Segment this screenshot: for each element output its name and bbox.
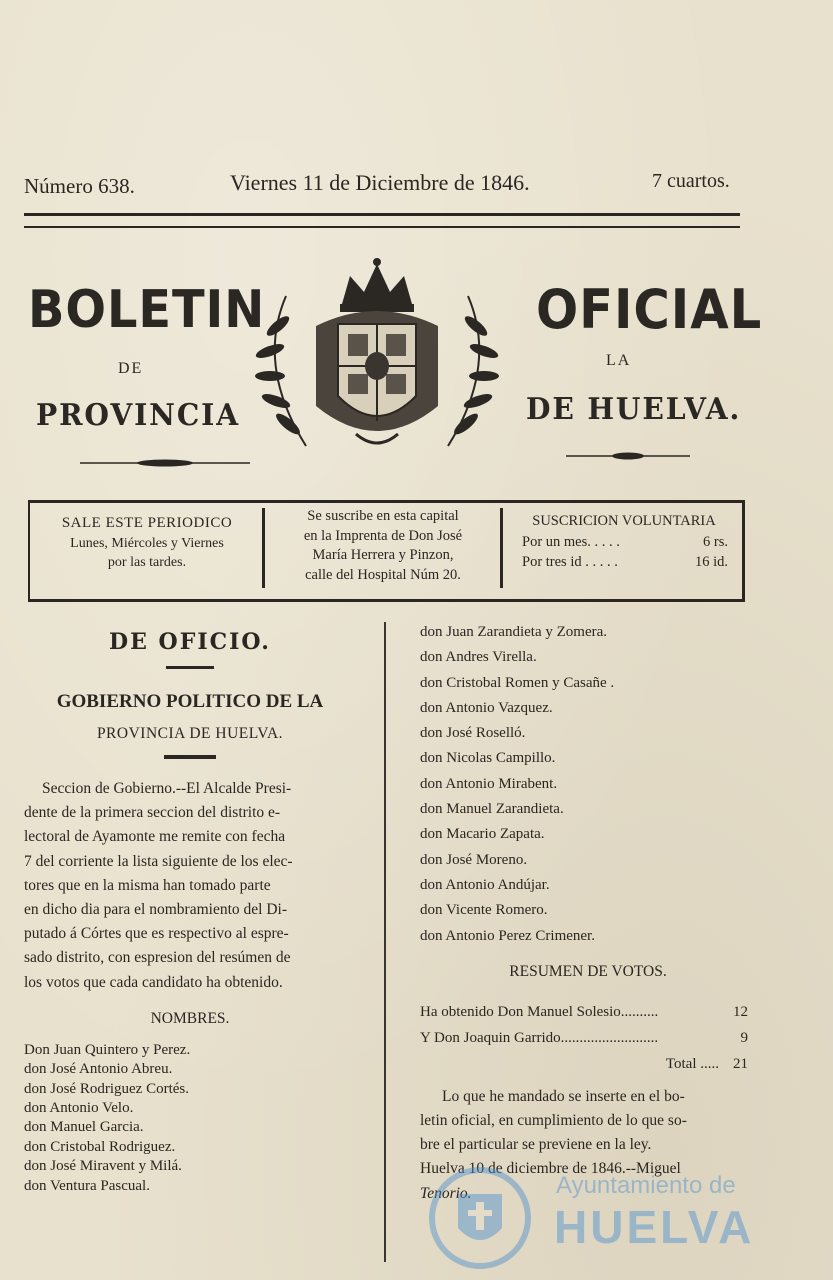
names-list [24, 1041, 356, 1196]
vote-candidate-1: Ha obtenido Don Manuel Solesio.......... [420, 1003, 659, 1020]
closing-line: Huelva 10 de diciembre de 1846.--Miguel [420, 1160, 681, 1178]
left-column [24, 620, 356, 1196]
masthead-la: LA [606, 352, 632, 369]
list-item: don Antonio Vazquez. [420, 699, 553, 716]
watermark-line1: Ayuntamiento de [556, 1172, 736, 1199]
rate-three-month-value: 16 id. [694, 554, 728, 570]
list-item: don Juan Zarandieta y Zomera. [420, 624, 608, 640]
box-left-title: SALE ESTE PERIODICO [61, 515, 233, 531]
votes-summary [420, 999, 756, 1077]
box-divider-1 [262, 508, 265, 588]
list-item: don Andres Virella. [420, 649, 537, 666]
rate-one-month-value: 6 rs. [703, 534, 728, 550]
list-item: don Antonio Mirabent. [420, 775, 558, 792]
list-item: don Vicente Romero. [420, 902, 548, 919]
intro-line: los votos que cada candidato ha obtenido. [24, 973, 283, 991]
flourish-right-icon [566, 449, 690, 463]
header-rule-top [24, 213, 740, 216]
flourish-left-icon [80, 456, 250, 470]
closing-line: Tenorio. [420, 1184, 472, 1202]
box-left-time: por las tardes. [107, 555, 187, 570]
gov-rule [164, 755, 216, 759]
masthead-provincia: PROVINCIA [36, 398, 240, 433]
intro-line: Seccion de Gobierno.--El Alcalde Presi- [42, 780, 292, 797]
list-item: don José Rodriguez Cortés. [24, 1080, 189, 1097]
box-mid-line2: en la Imprenta de Don José [303, 527, 463, 544]
list-item: don Macario Zapata. [420, 826, 545, 843]
intro-line: en dicho dia para el nombramiento del Di- [24, 901, 287, 919]
masthead-de: DE [118, 360, 144, 377]
vote-count-1: 12 [733, 1003, 748, 1020]
rate-one-month-label: Por un mes. . . . . [522, 534, 620, 550]
box-mid-line3: María Herrera y Pinzon, [312, 547, 454, 563]
vote-row [420, 999, 748, 1025]
vote-total-row [420, 1051, 748, 1077]
section-rule [166, 666, 214, 669]
box-left [36, 512, 258, 572]
list-item: don Manuel Garcia. [24, 1119, 144, 1136]
intro-paragraph [24, 777, 356, 995]
intro-line: tores que en la misma han tomado parte [24, 876, 271, 894]
gov-title: GOBIERNO POLITICO DE LA [56, 691, 324, 712]
watermark-line2: HUELVA [554, 1201, 755, 1253]
column-divider [384, 622, 386, 1262]
box-middle [268, 507, 498, 585]
box-right-title: SUSCRICION VOLUNTARIA [532, 513, 716, 529]
list-item: don Antonio Perez Crimener. [420, 927, 595, 944]
closing-line: bre el particular se previene en la ley. [420, 1136, 652, 1154]
list-item: don Cristobal Rodriguez. [24, 1138, 176, 1155]
right-column [420, 620, 756, 1206]
city-shield-icon [428, 1166, 532, 1270]
list-item: don José Roselló. [420, 725, 526, 742]
intro-line: dente de la primera seccion del distrito e- [24, 804, 281, 822]
vote-row [420, 1025, 748, 1051]
intro-line: sado distrito, con espresion del resúmen de [24, 949, 291, 967]
names-title: NOMBRES. [150, 1009, 230, 1027]
header-rule-bottom [24, 226, 740, 228]
coat-of-arms-icon [246, 256, 508, 468]
masthead-oficial: OFICIAL [536, 278, 763, 341]
archive-watermark [428, 1166, 758, 1276]
section-title: DE OFICIO. [109, 629, 271, 655]
issue-date: Viernes 11 de Diciembre de 1846. [230, 170, 530, 195]
masthead-de-huelva: DE HUELVA. [526, 392, 742, 427]
gov-subtitle: PROVINCIA DE HUELVA. [96, 725, 284, 742]
rate-three-month-label: Por tres id . . . . . [522, 554, 618, 570]
intro-line: lectoral de Ayamonte me remite con fecha [24, 828, 286, 846]
closing-line: Lo que he mandado se inserte en el bo- [442, 1087, 685, 1105]
box-mid-line1: Se suscribe en esta capital [307, 508, 459, 524]
list-item: don Manuel Zarandieta. [420, 801, 564, 818]
list-item: don Ventura Pascual. [24, 1177, 150, 1194]
list-item: don José Antonio Abreu. [24, 1061, 173, 1078]
vote-count-2: 9 [740, 1029, 748, 1046]
box-right [510, 510, 738, 572]
issue-price: 7 cuartos. [652, 170, 730, 192]
names-list-continued [420, 620, 756, 949]
closing-line: letin oficial, en cumplimiento de lo que so- [420, 1112, 687, 1130]
list-item: Don Juan Quintero y Perez. [24, 1041, 191, 1058]
vote-total-value: 21 [733, 1055, 748, 1072]
intro-line: 7 del corriente la lista siguiente de los elec- [24, 852, 293, 870]
intro-line: putado á Córtes que es respectivo al espre- [24, 925, 289, 943]
issue-number: Número 638. [24, 174, 135, 198]
list-item: don Antonio Velo. [24, 1100, 134, 1117]
box-left-days: Lunes, Miércoles y Viernes [70, 536, 224, 551]
list-item: don Antonio Andújar. [420, 876, 550, 893]
box-mid-line4: calle del Hospital Núm 20. [305, 566, 461, 583]
list-item: don Cristobal Romen y Casañe . [420, 674, 615, 691]
votes-title: RESUMEN DE VOTOS. [509, 962, 667, 980]
masthead-boletin: BOLETIN [28, 280, 266, 340]
box-right-row2 [510, 552, 738, 572]
list-item: don José Miravent y Milá. [24, 1158, 182, 1175]
list-item: don Nicolas Campillo. [420, 750, 556, 767]
list-item: don José Moreno. [420, 851, 528, 868]
vote-candidate-2: Y Don Joaquin Garrido.......................... [420, 1029, 659, 1046]
box-right-row1 [510, 532, 738, 552]
vote-total-label: Total ..... [665, 1055, 719, 1072]
box-divider-2 [500, 508, 503, 588]
